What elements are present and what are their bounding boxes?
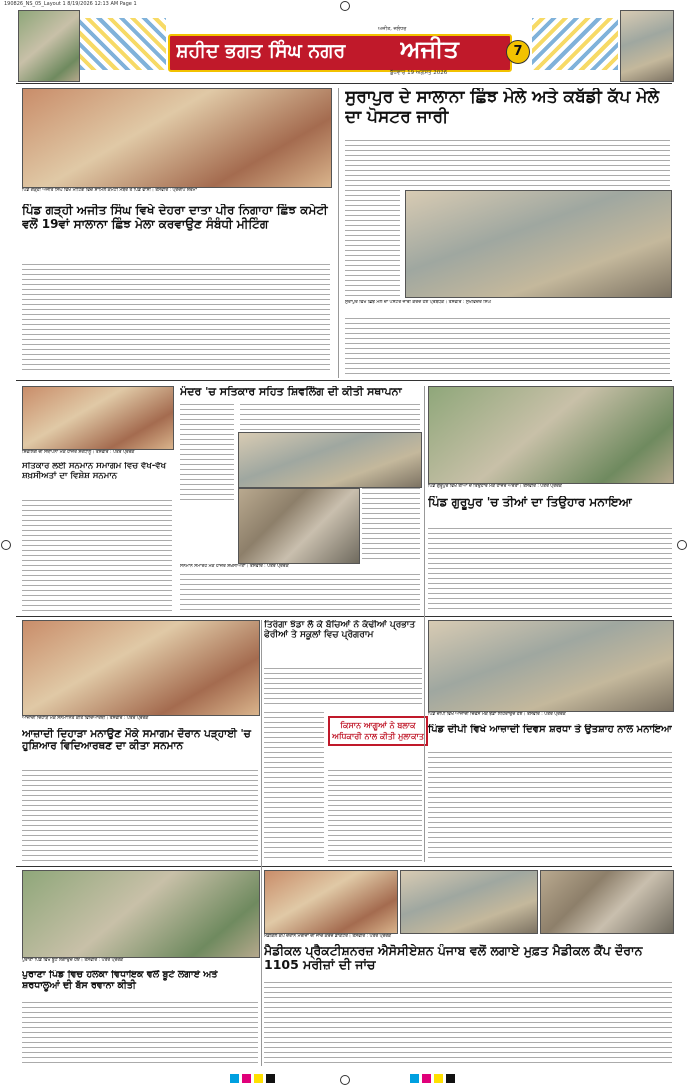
story2-caption: ਸੁਰਾਪੁਰ ਵਿਖੇ ਛਿੰਝ ਮੇਲੇ ਦਾ ਪੋਸਟਰ ਜਾਰੀ ਕਰਦੇ ਹੋਏ ਪ੍ਰਬੰਧਕ। ਤਸਵੀਰ : ਸੁਖਵਿੰਦਰ ਸਿੰਘ [345,300,491,305]
story2-body-bottom [345,318,670,378]
story8-body-left [264,712,324,862]
color-bar-cyan-2 [410,1074,419,1083]
story4-headline: ਸਤਿਕਾਰ ਲਈ ਸਨਮਾਨ ਸਮਾਗਮ ਵਿਚ ਵੱਖ-ਵੱਖ ਸ਼ਖ਼ਸੀਅਤਾਂ ਦਾ ਵਿਸ਼ੇਸ਼ ਸਨਮਾਨ [22,462,167,481]
story9-headline: ਪਿੰਡ ਦੀਪੀ ਵਿਖੇ ਆਜ਼ਾਦੀ ਦਿਵਸ ਸ਼ਰਧਾ ਤੇ ਉਤਸ਼ਾਹ ਨਾਲ ਮਨਾਇਆ [428,724,672,735]
story5-headline: ਪਿੰਡ ਗੁਰੂਪੁਰ 'ਚ ਤੀਆਂ ਦਾ ਤਿਉਹਾਰ ਮਨਾਇਆ [428,496,632,509]
color-bar-magenta [242,1074,251,1083]
masthead-statue-photo [18,10,80,82]
story3-headline: ਮੰਦਰ 'ਚ ਸਤਿਕਾਰ ਸਹਿਤ ਸ਼ਿਵਲਿੰਗ ਦੀ ਕੀਤੀ ਸਥਾਪਨਾ [180,386,402,398]
column-rule-1 [338,88,339,378]
story3-body [240,404,420,432]
story10-caption: ਪੁਰਾਣਾ ਪਿੰਡ ਵਿਖੇ ਬੂਟੇ ਲਗਾਉਂਦੇ ਹੋਏ। ਤਸਵੀਰ : ਪੱਤਰ ਪ੍ਰੇਰਕ [22,958,124,963]
story1-photo [22,88,332,188]
story7-photo [22,620,260,716]
story7-body [22,770,258,864]
column-rule-2 [424,386,425,862]
color-bar-black [266,1074,275,1083]
story8-box-headline: ਕਿਸਾਨ ਆਗੂਆਂ ਨੇ ਬਲਾਕ ਅਧਿਕਾਰੀ ਨਾਲ ਕੀਤੀ ਮੁਲਾਕਾਤ [328,716,428,746]
story2-body-left [345,190,400,298]
story8-body-right [328,770,422,862]
color-bar-cyan [230,1074,239,1083]
row3-rule [16,866,672,867]
story3-photo-mid [238,432,422,488]
page-slug: 190826_NS_05_Layout 1 8/19/2026 12:13 AM Page 1 [4,1,137,7]
color-bar-yellow [254,1074,263,1083]
story4-body [22,500,172,612]
story9-body [428,752,672,862]
story9-photo [428,620,674,712]
story11-body [264,982,672,1066]
story6-body [264,668,422,708]
story11-headline: ਮੈਡੀਕਲ ਪ੍ਰੈਕਟੀਸ਼ਨਰਜ਼ ਐਸੋਸੀਏਸ਼ਨ ਪੰਜਾਬ ਵਲੋਂ ਲਗਾਏ ਮੁਫ਼ਤ ਮੈਡੀਕਲ ਕੈਂਪ ਦੌਰਾਨ 1105 ਮਰੀਜ਼ਾਂ ਦੀ ਜਾਂਚ [264,944,643,973]
story2-headline: ਸੁਰਾਪੁਰ ਦੇ ਸਾਲਾਨਾ ਛਿੰਝ ਮੇਲੇ ਅਤੇ ਕਬੱਡੀ ਕੱਪ ਮੇਲੇ ਦਾ ਪੋਸਟਰ ਜਾਰੀ [345,88,659,127]
registration-mark-bottom [340,1075,350,1085]
story3-photo-left [22,386,174,450]
masthead-date: ਬੁੱਧਵਾਰ 19 ਅਗਸਤ 2026 [390,70,448,76]
row1-rule [16,380,672,381]
masthead-rule [16,83,672,84]
story3-body-bottom [362,488,420,562]
page-number-badge [506,40,530,64]
story6-headline: ਤਿਰੰਗਾ ਝੰਡਾ ਲੈ ਕੇ ਬੱਚਿਆਂ ਨੇ ਕੱਢੀਆਂ ਪ੍ਰਭਾਤ ਫੇਰੀਆਂ ਤੇ ਸਕੂਲਾਂ ਵਿਚ ਪ੍ਰੋਗਰਾਮ [264,620,416,641]
story11-photo-a [264,870,398,934]
story2-photo [405,190,672,298]
story5-caption: ਪਿੰਡ ਗੁਰੂਪੁਰ ਵਿਖੇ ਤੀਆਂ ਦੇ ਤਿਉਹਾਰ ਮੌਕੇ ਹਾਜ਼ਰ ਔਰਤਾਂ। ਤਸਵੀਰ : ਪੱਤਰ ਪ੍ਰੇਰਕ [428,484,562,489]
story1-body [22,264,330,372]
story4-caption: ਸਨਮਾਨ ਸਮਾਰੋਹ ਮੌਕੇ ਹਾਜ਼ਰ ਸ਼ਖ਼ਸੀਅਤਾਂ। ਤਸਵੀਰ : ਪੱਤਰ ਪ੍ਰੇਰਕ [180,564,289,569]
masthead-pattern-right [532,18,618,70]
story10-body [22,1002,258,1066]
story11-photo-b [400,870,538,934]
registration-mark-left [1,540,11,550]
story5-body [428,528,672,612]
story4-body-right [180,574,420,612]
masthead-title-right: ਅਜੀਤ [400,35,459,63]
color-bar-yellow-2 [434,1074,443,1083]
color-bar-black-2 [446,1074,455,1083]
story7-headline: ਆਜ਼ਾਦੀ ਦਿਹਾੜਾ ਮਨਾਉਣ ਮੌਕੇ ਸਮਾਗਮ ਦੌਰਾਨ ਪੜ੍ਹਾਈ 'ਚ ਹੁਸ਼ਿਆਰ ਵਿਦਿਆਰਥਣ ਦਾ ਕੀਤਾ ਸਨਮਾਨ [22,728,251,753]
story3-caption: ਸ਼ਿਵਲਿੰਗ ਦੀ ਸਥਾਪਨਾ ਮੌਕੇ ਹਾਜ਼ਰ ਸ਼ਰਧਾਲੂ। ਤਸਵੀਰ : ਪੱਤਰ ਪ੍ਰੇਰਕ [22,450,135,455]
masthead-title-left: ਸ਼ਹੀਦ ਭਗਤ ਸਿੰਘ ਨਗਰ [176,40,346,62]
story3-body-side [180,404,234,504]
story11-caption: ਮੈਡੀਕਲ ਕੈਂਪ ਦੌਰਾਨ ਮਰੀਜ਼ਾਂ ਦੀ ਜਾਂਚ ਕਰਦੇ ਡਾਕਟਰ। ਤਸਵੀਰ : ਪੱਤਰ ਪ੍ਰੇਰਕ [264,934,392,939]
story9-caption: ਪਿੰਡ ਦੀਪੀ ਵਿਖੇ ਆਜ਼ਾਦੀ ਦਿਵਸ ਮੌਕੇ ਝੰਡਾ ਲਹਿਰਾਉਂਦੇ ਹੋਏ। ਤਸਵੀਰ : ਪੱਤਰ ਪ੍ਰੇਰਕ [428,712,566,717]
registration-mark-top [340,1,350,11]
story10-headline: ਪੁਰਾਣਾ ਪਿੰਡ ਵਿਚ ਹਲਕਾ ਵਿਧਾਇਕ ਵਲੋਂ ਬੂਟੇ ਲਗਾਏ ਅਤੇ ਸ਼ਰਧਾਲੂਆਂ ਦੀ ਬੱਸ ਰਵਾਨਾ ਕੀਤੀ [22,970,218,991]
story3-photo-small [238,488,360,564]
column-rule-3 [261,620,262,1066]
masthead-edition: ਅਜੀਤ, ਜਲੰਧਰ [378,26,407,32]
story1-headline: ਪਿੰਡ ਗੜ੍ਹੀ ਅਜੀਤ ਸਿੰਘ ਵਿਖੇ ਦੇਹਰਾ ਦਾਤਾ ਪੀਰ ਨਿਗਾਹਾ ਛਿੰਝ ਕਮੇਟੀ ਵਲੋਂ 19ਵਾਂ ਸਾਲਾਨਾ ਛਿੰਝ ਮੇਲਾ ਕਰਵਾਉਣ ਸੰਬੰਧੀ ਮੀਟਿੰਗ [22,204,328,231]
story5-photo [428,386,674,484]
story7-caption: ਆਜ਼ਾਦੀ ਦਿਹਾੜੇ ਮੌਕੇ ਸਨਮਾਨਿਤ ਕੀਤੇ ਵਿਦਿਆਰਥੀ। ਤਸਵੀਰ : ਪੱਤਰ ਪ੍ਰੇਰਕ [22,716,149,721]
story11-photo-c [540,870,674,934]
registration-mark-right [677,540,687,550]
story2-body-top [345,140,670,188]
row2-rule [16,616,672,617]
page-number: 7 [513,44,523,59]
color-bar-magenta-2 [422,1074,431,1083]
story1-caption: ਪਿੰਡ ਗੜ੍ਹੀ ਅਜੀਤ ਸਿੰਘ ਵਿਖੇ ਮੀਟਿੰਗ ਵਿਚ ਸ਼ਾਮਿਲ ਕਮੇਟੀ ਮੈਂਬਰ ਤੇ ਪਿੰਡ ਵਾਸੀ। ਤਸਵੀਰ : ਪ੍ਰਦੀਪ ਸ਼ਰਮਾ [22,188,197,193]
story10-photo [22,870,260,958]
masthead-pattern [80,18,166,70]
masthead-right-photo [620,10,674,82]
